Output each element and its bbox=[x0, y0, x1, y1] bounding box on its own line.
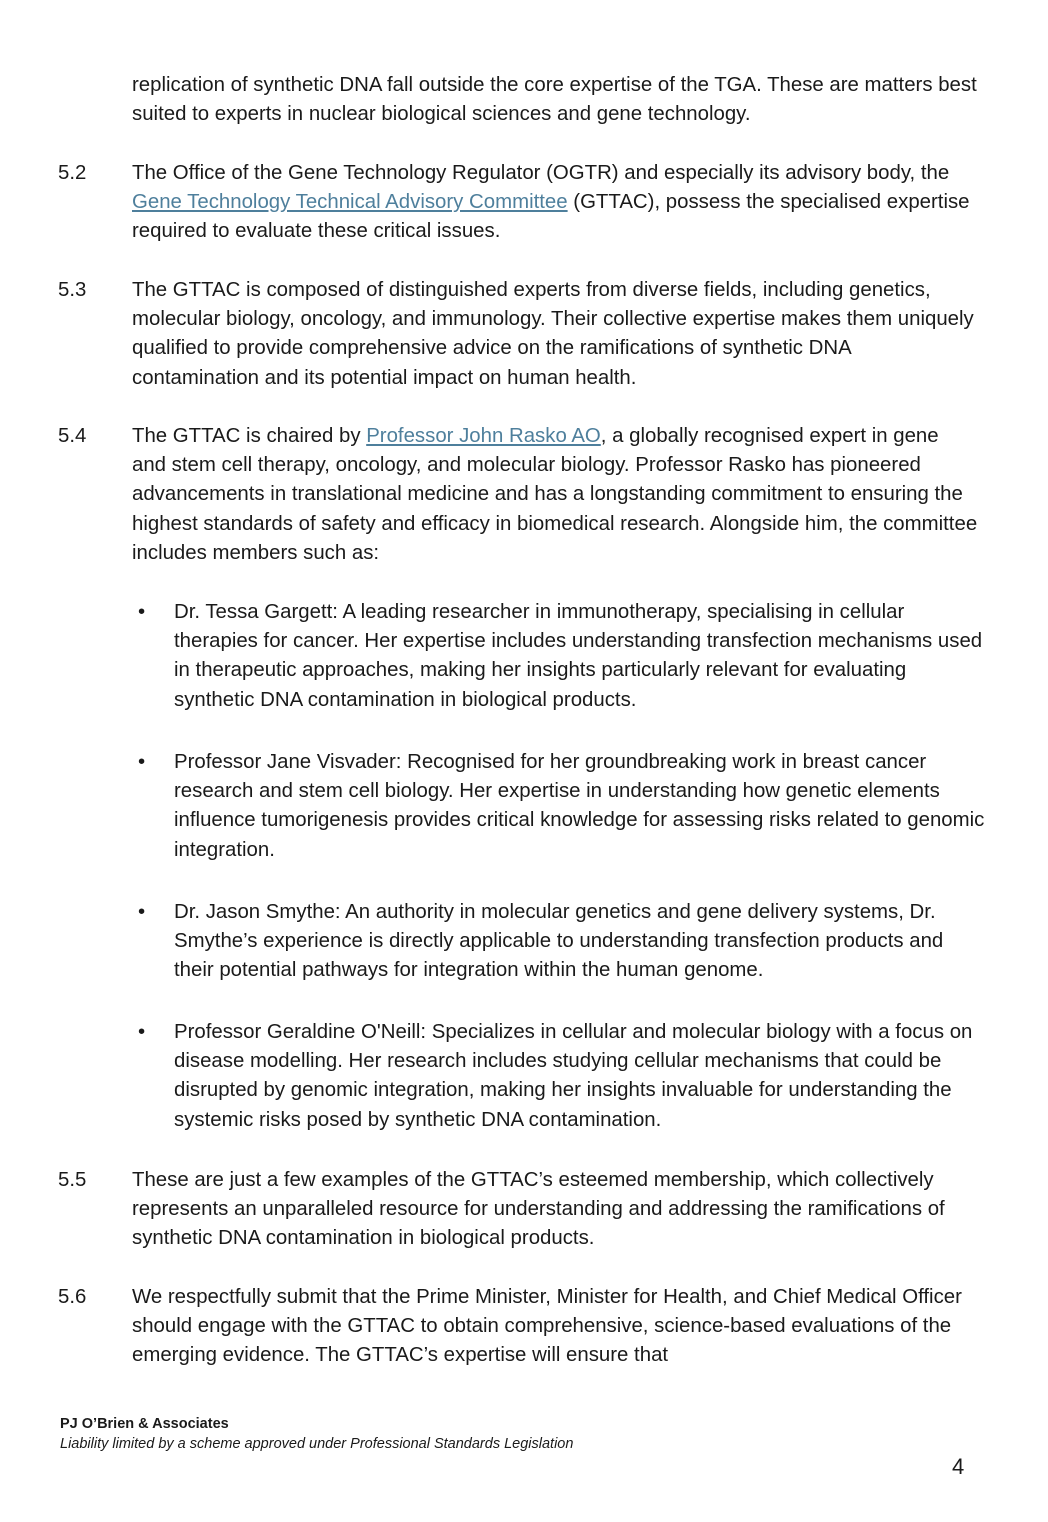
paragraph-5-6 bbox=[58, 1283, 978, 1371]
liability-note: Liability limited by a scheme approved under Professional Standards Legislation bbox=[60, 1436, 574, 1452]
list-item-text: Professor Jane Visvader: Recognised for her groundbreaking work in breast cancer research and stem cell biology. Her expertise in understanding how genetic elements influence tumorigenesis provides critical knowledge for assessing risks related to genomic integration. bbox=[174, 751, 985, 861]
list-item-text: Dr. Tessa Gargett: A leading researcher in immunotherapy, specialising in cellular therapies for cancer. Her expertise includes understanding transfection mechanisms used in therapeutic approaches, making her insights particularly relevant for evaluating synthetic DNA contamination in biological products. bbox=[174, 601, 983, 711]
bullet-icon: • bbox=[138, 601, 146, 623]
continuation-paragraph: replication of synthetic DNA fall outside the core expertise of the TGA. These are matters best suited to experts in nuclear biological sciences and gene technology. bbox=[132, 74, 977, 126]
paragraph-text: The GTTAC is composed of distinguished experts from diverse fields, including genetics, molecular biology, oncology, and immunology. Their collective expertise makes them uniquely qualified to provide comprehensive advice on the ramifications of synthetic DNA contamination and its potential impact on human health. bbox=[132, 279, 974, 389]
list-item bbox=[138, 598, 988, 715]
paragraph-5-3 bbox=[58, 276, 978, 393]
firm-name: PJ O’Brien & Associates bbox=[60, 1416, 229, 1432]
gttac-link[interactable]: Gene Technology Technical Advisory Committee bbox=[132, 191, 568, 214]
list-item-text: Dr. Jason Smythe: An authority in molecular genetics and gene delivery systems, Dr. Smythe’s experience is directly applicable to understanding transfection products and their potential pathways for integration within the human genome. bbox=[174, 901, 944, 982]
bullet-icon: • bbox=[138, 901, 146, 923]
bullet-icon: • bbox=[138, 751, 146, 773]
list-item bbox=[138, 748, 988, 865]
bullet-icon: • bbox=[138, 1021, 146, 1043]
page-footer bbox=[60, 1414, 573, 1454]
paragraph-number: 5.3 bbox=[58, 279, 87, 301]
list-item bbox=[138, 898, 988, 986]
professor-rasko-link[interactable]: Professor John Rasko AO bbox=[366, 425, 601, 447]
paragraph-number: 5.5 bbox=[58, 1169, 87, 1191]
paragraph-number: 5.6 bbox=[58, 1286, 87, 1308]
paragraph-text: We respectfully submit that the Prime Minister, Minister for Health, and Chief Medical Officer should engage with the GTTAC to obtain comprehensive, science-based evaluations of the emerging evidence. The GTTAC’s expertise will ensure that bbox=[132, 1286, 962, 1367]
page-number: 4 bbox=[952, 1454, 965, 1479]
paragraph-5-4 bbox=[58, 422, 978, 568]
list-item bbox=[138, 1018, 988, 1135]
paragraph-5-5 bbox=[58, 1166, 978, 1254]
paragraph-number: 5.2 bbox=[58, 162, 87, 184]
paragraph-text: The GTTAC is chaired by Professor John Rasko AO, a globally recognised expert in gene and stem cell therapy, oncology, and molecular biology. Professor Rasko has pioneered advancements in translational medicine and has a longstanding commitment to ensuring the highest standards of safety and efficacy in biomedical research. Alongside him, the committee includes members such as: bbox=[132, 425, 978, 564]
paragraph-text: These are just a few examples of the GTTAC’s esteemed membership, which collectively represents an unparalleled resource for understanding and addressing the ramifications of synthetic DNA contamination in biological products. bbox=[132, 1169, 945, 1250]
list-item-text: Professor Geraldine O'Neill: Specializes in cellular and molecular biology with a focus on disease modelling. Her research includes studying cellular mechanisms that could be disrupted by genomic integration, making her insights invaluable for understanding the systemic risks posed by synthetic DNA contamination. bbox=[174, 1021, 973, 1131]
paragraph-text: The Office of the Gene Technology Regulator (OGTR) and especially its advisory body, the Gene Technology Technical Advisory Committee (GTTAC), possess the specialised expertise required to evaluate these critical issues. bbox=[132, 162, 970, 243]
paragraph-number: 5.4 bbox=[58, 425, 87, 447]
paragraph-5-2 bbox=[58, 159, 978, 247]
